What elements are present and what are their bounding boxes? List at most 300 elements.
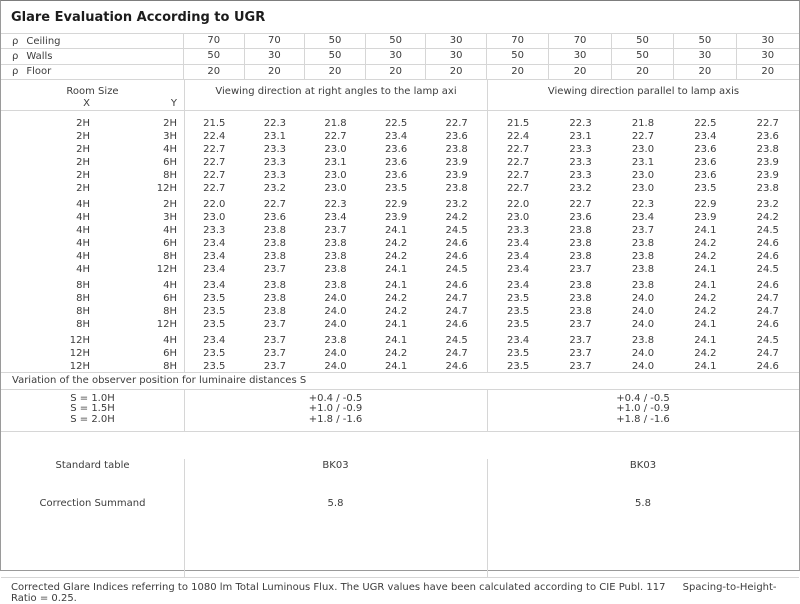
ugr-value-cell: 23.9 (756, 169, 779, 181)
rho-value-cell: 30 (366, 49, 427, 63)
ugr-value-cell: 23.4 (203, 250, 226, 262)
footer-text: Corrected Glare Indices referring to 1080 lm Total Luminous Flux. The UGR values have been calculated according to CIE Publ. 117 (11, 581, 666, 593)
s-distance-label: S = 1.5H (70, 403, 115, 415)
ugr-value-cell: 24.1 (384, 224, 408, 236)
column-divider (184, 111, 185, 372)
ugr-value-cell: 22.9 (384, 198, 408, 210)
ugr-value-cell: 23.6 (263, 211, 287, 223)
ugr-value-cell: 23.8 (569, 305, 592, 317)
ugr-value-cell: 22.7 (756, 117, 779, 129)
ugr-value-cell: 22.9 (694, 198, 717, 210)
room-y-value: 6H (163, 237, 177, 249)
rho-value-cell: 20 (305, 65, 366, 79)
room-x-value: 8H (76, 318, 90, 330)
ugr-value-cell: 22.4 (507, 130, 530, 142)
room-y-value: 6H (163, 292, 177, 304)
ugr-value-cell: 24.1 (694, 263, 717, 275)
room-x-value: 2H (76, 117, 90, 129)
room-y-value: 4H (163, 143, 177, 155)
ugr-value-cell: 23.8 (324, 237, 347, 249)
ugr-value-cell: 23.7 (569, 360, 592, 372)
correction-summand-right-value: 5.8 (635, 497, 651, 509)
rho-value-cell: 20 (366, 65, 427, 79)
ugr-value-cell: 23.8 (569, 237, 592, 249)
ugr-value-cell: 23.9 (694, 211, 717, 223)
ugr-value-cell: 24.2 (384, 237, 408, 249)
rho-surface-label: Ceiling (26, 35, 61, 47)
ugr-value-cell: 24.5 (756, 263, 779, 275)
rho-value-cell: 70 (549, 34, 611, 48)
ugr-value-cell: 23.0 (324, 169, 347, 181)
ugr-value-cell: 22.7 (445, 117, 468, 129)
ugr-value-cell: 22.3 (263, 117, 287, 129)
ugr-value-cell: 22.7 (324, 130, 347, 142)
ugr-value-cell: 21.5 (203, 117, 226, 129)
ugr-value-cell: 24.5 (445, 224, 468, 236)
ugr-value-cell: 23.8 (631, 263, 655, 275)
ugr-value-cell: 23.7 (263, 360, 287, 372)
s-distance-label: S = 2.0H (70, 413, 115, 425)
ugr-value-cell: 23.3 (569, 156, 592, 168)
rho-surface-label: Walls (26, 50, 53, 62)
ugr-table-row (1, 117, 799, 130)
room-x-value: 4H (76, 224, 90, 236)
rho-value-cell: 20 (612, 65, 674, 79)
ugr-value-cell: 23.8 (263, 279, 287, 291)
ugr-value-cell: 23.4 (507, 250, 530, 262)
ugr-value-cell: 23.6 (384, 169, 408, 181)
ugr-value-cell: 23.5 (203, 347, 226, 359)
ugr-value-cell: 23.8 (324, 263, 347, 275)
standard-table-row (1, 459, 799, 473)
ugr-value-cell: 23.8 (631, 237, 655, 249)
correction-summand-left-value: 5.8 (327, 497, 344, 509)
rho-value-cell: 50 (674, 34, 736, 48)
ugr-value-cell: 23.0 (631, 182, 655, 194)
ugr-table-row (1, 292, 799, 305)
spacing-to-height-ratio: Spacing-to-Height-Ratio = 0.25. (11, 581, 777, 604)
ugr-value-cell: 22.7 (203, 156, 226, 168)
ugr-value-cell: 23.8 (756, 182, 779, 194)
variation-right-value: +0.4 / -0.5 (616, 392, 670, 404)
room-y-value: 2H (163, 198, 177, 210)
ugr-table-row (1, 224, 799, 237)
ugr-value-cell: 23.4 (203, 334, 226, 346)
room-x-value: 4H (76, 250, 90, 262)
ugr-value-cell: 23.3 (263, 156, 287, 168)
ugr-table-row (1, 156, 799, 169)
ugr-value-cell: 22.3 (631, 198, 655, 210)
ugr-value-cell: 22.7 (507, 156, 530, 168)
ugr-value-cell: 23.1 (631, 156, 655, 168)
ugr-value-cell: 23.6 (384, 143, 408, 155)
rho-row (1, 49, 799, 64)
ugr-value-cell: 22.7 (203, 182, 226, 194)
ugr-value-cell: 23.9 (384, 211, 408, 223)
room-y-value: 12H (156, 263, 177, 275)
rho-value-cell: 70 (487, 34, 549, 48)
ugr-value-cell: 22.7 (203, 169, 226, 181)
rho-value-cell: 30 (761, 50, 775, 62)
variation-left-value: +1.8 / -1.6 (308, 413, 363, 425)
ugr-value-cell: 24.1 (694, 279, 717, 291)
ugr-value-cell: 23.9 (445, 169, 468, 181)
room-x-value: 12H (69, 347, 90, 359)
rho-value-cell: 20 (245, 65, 306, 79)
ugr-table-row (1, 334, 799, 347)
ugr-value-cell: 23.1 (324, 156, 347, 168)
room-size-header (1, 80, 184, 111)
ugr-table-row (1, 250, 799, 263)
room-x-value: 2H (76, 169, 90, 181)
ugr-value-cell: 23.7 (263, 334, 287, 346)
ugr-value-cell: 23.7 (263, 347, 287, 359)
room-size-label: Room Size (66, 85, 119, 97)
room-x-value: 4H (76, 198, 90, 210)
ugr-value-cell: 22.4 (203, 130, 226, 142)
ugr-value-cell: 24.1 (694, 318, 717, 330)
ugr-table-row (1, 130, 799, 143)
ugr-value-cell: 23.1 (263, 130, 287, 142)
ugr-value-cell: 23.4 (203, 279, 226, 291)
ugr-value-cell: 23.7 (631, 224, 655, 236)
room-y-value: 8H (163, 169, 177, 181)
ugr-table-row (1, 169, 799, 182)
ugr-value-cell: 23.5 (384, 182, 408, 194)
ugr-value-cell: 23.8 (263, 250, 287, 262)
ugr-value-cell: 24.0 (631, 347, 655, 359)
ugr-value-cell: 21.8 (631, 117, 655, 129)
ugr-value-cell: 23.8 (631, 250, 655, 262)
ugr-value-cell: 23.4 (384, 130, 408, 142)
ugr-value-cell: 23.5 (694, 182, 717, 194)
room-y-value: 4H (163, 224, 177, 236)
ugr-table-row (1, 318, 799, 331)
ugr-value-cell: 24.6 (445, 279, 468, 291)
ugr-value-cell: 23.9 (756, 156, 779, 168)
ugr-value-cell: 24.1 (694, 224, 717, 236)
ugr-value-cell: 24.2 (694, 237, 717, 249)
summary-section (1, 459, 799, 578)
ugr-value-cell: 24.2 (384, 305, 408, 317)
ugr-value-cell: 23.5 (203, 318, 226, 330)
ugr-value-cell: 23.5 (203, 360, 226, 372)
ugr-value-cell: 23.2 (569, 182, 592, 194)
ugr-value-cell: 24.1 (384, 279, 408, 291)
ugr-value-cell: 23.2 (756, 198, 779, 210)
ugr-value-cell: 23.7 (569, 334, 592, 346)
ugr-value-cell: 24.1 (694, 334, 717, 346)
ugr-value-cell: 23.8 (263, 292, 287, 304)
ugr-value-cell: 23.3 (569, 143, 592, 155)
ugr-value-cell: 22.7 (631, 130, 655, 142)
ugr-value-cell: 24.6 (756, 318, 779, 330)
ugr-value-cell: 23.5 (203, 292, 226, 304)
ugr-value-cell: 24.1 (384, 334, 408, 346)
rho-symbol: ρ (12, 66, 19, 78)
ugr-value-cell: 24.6 (756, 360, 779, 372)
room-x-value: 8H (76, 292, 90, 304)
column-divider (487, 459, 488, 577)
ugr-value-cell: 23.0 (203, 211, 226, 223)
ugr-value-cell: 23.5 (507, 292, 530, 304)
ugr-value-cell: 24.7 (445, 292, 468, 304)
room-x-label: X (83, 97, 90, 109)
ugr-value-cell: 23.6 (445, 130, 468, 142)
rho-symbol: ρ (12, 35, 19, 47)
ugr-value-cell: 23.5 (507, 318, 530, 330)
ugr-value-cell: 23.5 (507, 305, 530, 317)
ugr-table-row (1, 237, 799, 250)
ugr-value-cell: 23.0 (507, 211, 530, 223)
ugr-value-cell: 21.5 (507, 117, 530, 129)
variation-left-value: +0.4 / -0.5 (308, 392, 363, 404)
ugr-row-group (1, 117, 799, 195)
s-variation-row (1, 394, 799, 405)
ugr-value-cell: 23.3 (263, 169, 287, 181)
ugr-table-body (1, 111, 799, 373)
ugr-value-cell: 22.7 (263, 198, 287, 210)
ugr-value-cell: 23.8 (569, 250, 592, 262)
ugr-value-cell: 23.8 (324, 279, 347, 291)
ugr-value-cell: 23.4 (507, 263, 530, 275)
room-y-value: 12H (156, 318, 177, 330)
ugr-value-cell: 22.3 (569, 117, 592, 129)
ugr-value-cell: 24.0 (324, 347, 347, 359)
ugr-table-row (1, 211, 799, 224)
ugr-value-cell: 22.7 (507, 169, 530, 181)
ugr-value-cell: 22.7 (507, 143, 530, 155)
ugr-value-cell: 24.2 (694, 292, 717, 304)
ugr-value-cell: 23.8 (324, 250, 347, 262)
ugr-table-row (1, 360, 799, 373)
variation-right-value: +1.8 / -1.6 (616, 413, 670, 425)
ugr-value-cell: 24.0 (631, 292, 655, 304)
ugr-value-cell: 24.2 (445, 211, 468, 223)
ugr-value-cell: 23.8 (631, 334, 655, 346)
room-y-label: Y (170, 97, 177, 109)
rho-surface-label: Floor (26, 66, 52, 78)
rho-value-cell: 20 (674, 65, 736, 79)
ugr-value-cell: 24.7 (445, 305, 468, 317)
ugr-value-cell: 23.7 (324, 224, 347, 236)
room-x-value: 4H (76, 237, 90, 249)
ugr-value-cell: 24.5 (445, 263, 468, 275)
room-y-value: 6H (163, 347, 177, 359)
ugr-value-cell: 24.2 (694, 250, 717, 262)
rho-symbol: ρ (12, 50, 19, 62)
ugr-value-cell: 24.0 (324, 292, 347, 304)
rho-value-cell: 20 (549, 65, 611, 79)
s-variation-row (1, 404, 799, 415)
ugr-table-row (1, 143, 799, 156)
ugr-value-cell: 24.1 (384, 318, 408, 330)
ugr-value-cell: 23.3 (569, 169, 592, 181)
ugr-value-cell: 23.3 (507, 224, 530, 236)
variation-right-value: +1.0 / -0.9 (616, 403, 670, 415)
rho-value-cell: 30 (426, 34, 487, 48)
room-x-value: 2H (76, 182, 90, 194)
ugr-value-cell: 22.7 (507, 182, 530, 194)
standard-table-right-value: BK03 (629, 459, 657, 471)
ugr-table-row (1, 347, 799, 360)
rho-row (1, 34, 799, 49)
rho-value-cell: 50 (305, 49, 366, 63)
rho-value-cell: 30 (761, 35, 775, 46)
s-variation-row (1, 415, 799, 426)
room-y-value: 8H (163, 250, 177, 262)
ugr-value-cell: 24.2 (694, 305, 717, 317)
ugr-value-cell: 23.4 (631, 211, 655, 223)
ugr-value-cell: 23.7 (569, 263, 592, 275)
ugr-value-cell: 24.0 (324, 305, 347, 317)
ugr-value-cell: 23.4 (507, 237, 530, 249)
ugr-value-cell: 23.7 (263, 318, 287, 330)
ugr-row-group (1, 198, 799, 276)
ugr-value-cell: 24.2 (384, 347, 408, 359)
rho-value-cell: 30 (426, 49, 487, 63)
variation-left-value: +1.0 / -0.9 (308, 403, 363, 415)
ugr-value-cell: 23.7 (569, 318, 592, 330)
ugr-value-cell: 24.2 (756, 211, 779, 223)
ugr-value-cell: 22.7 (203, 143, 226, 155)
ugr-value-cell: 23.8 (445, 182, 468, 194)
room-y-value: 4H (163, 279, 177, 291)
rho-value-cell: 20 (426, 65, 487, 79)
ugr-table-row (1, 305, 799, 318)
ugr-value-cell: 23.8 (756, 143, 779, 155)
column-divider (487, 390, 488, 431)
ugr-value-cell: 23.0 (324, 182, 347, 194)
room-y-value: 2H (163, 117, 177, 129)
ugr-value-cell: 23.4 (694, 130, 717, 142)
ugr-value-cell: 24.6 (756, 250, 779, 262)
ugr-value-cell: 23.6 (694, 156, 717, 168)
ugr-value-cell: 24.6 (445, 360, 468, 372)
ugr-value-cell: 23.6 (756, 130, 779, 142)
rho-value-cell: 50 (305, 34, 366, 48)
ugr-value-cell: 24.6 (445, 237, 468, 249)
room-y-value: 8H (163, 360, 177, 372)
room-y-value: 12H (156, 182, 177, 194)
ugr-value-cell: 24.7 (756, 347, 779, 359)
s-distance-label: S = 1.0H (70, 392, 115, 404)
ugr-table-row (1, 182, 799, 195)
ugr-row-group (1, 334, 799, 373)
ugr-value-cell: 23.2 (263, 182, 287, 194)
room-y-value: 3H (163, 211, 177, 223)
ugr-value-cell: 23.8 (324, 334, 347, 346)
ugr-value-cell: 24.2 (384, 250, 408, 262)
room-y-value: 8H (163, 305, 177, 317)
room-y-value: 4H (163, 334, 177, 346)
rho-value-cell: 50 (184, 49, 245, 63)
correction-summand-label: Correction Summand (39, 497, 146, 509)
ugr-value-cell: 24.5 (756, 334, 779, 346)
ugr-value-cell: 24.0 (324, 318, 347, 330)
ugr-value-cell: 23.8 (569, 224, 592, 236)
ugr-value-cell: 23.4 (507, 334, 530, 346)
ugr-value-cell: 22.0 (507, 198, 530, 210)
ugr-table-row (1, 279, 799, 292)
column-divider (184, 390, 185, 431)
page-title: Glare Evaluation According to UGR (1, 1, 799, 34)
rho-value-cell: 70 (184, 34, 245, 48)
ugr-value-cell: 23.4 (203, 263, 226, 275)
standard-table-left-value: BK03 (322, 459, 349, 471)
rho-row (1, 65, 799, 80)
rho-value-cell: 50 (612, 34, 674, 48)
ugr-value-cell: 24.0 (631, 318, 655, 330)
ugr-value-cell: 23.8 (631, 279, 655, 291)
ugr-value-cell: 23.7 (263, 263, 287, 275)
ugr-value-cell: 23.6 (384, 156, 408, 168)
ugr-value-cell: 24.7 (445, 347, 468, 359)
ugr-value-cell: 23.1 (569, 130, 592, 142)
ugr-value-cell: 24.1 (384, 263, 408, 275)
ugr-value-cell: 24.6 (756, 279, 779, 291)
column-divider (487, 111, 488, 372)
ugr-value-cell: 24.0 (631, 360, 655, 372)
ugr-value-cell: 22.7 (569, 198, 592, 210)
ugr-value-cell: 23.5 (203, 305, 226, 317)
correction-summand-row (1, 497, 799, 511)
room-y-value: 6H (163, 156, 177, 168)
ugr-value-cell: 24.5 (445, 334, 468, 346)
room-x-value: 2H (76, 156, 90, 168)
ugr-value-cell: 24.6 (756, 237, 779, 249)
ugr-value-cell: 23.4 (507, 279, 530, 291)
ugr-value-cell: 23.0 (631, 169, 655, 181)
room-x-value: 4H (76, 211, 90, 223)
ugr-value-cell: 21.8 (324, 117, 347, 129)
ugr-value-cell: 24.2 (694, 347, 717, 359)
ugr-value-cell: 23.7 (569, 347, 592, 359)
room-xy-labels (1, 98, 184, 111)
footer-note (1, 578, 799, 604)
ugr-value-cell: 23.3 (263, 143, 287, 155)
ugr-value-cell: 23.0 (631, 143, 655, 155)
ugr-value-cell: 23.5 (507, 360, 530, 372)
ugr-value-cell: 22.5 (384, 117, 408, 129)
rho-table (1, 34, 799, 80)
rho-value-cell: 30 (245, 49, 306, 63)
ugr-value-cell: 23.8 (263, 224, 287, 236)
ugr-row-group (1, 279, 799, 331)
rho-value-cell: 30 (674, 49, 736, 63)
viewing-direction-parallel-heading: Viewing direction parallel to lamp axis (487, 80, 799, 111)
ugr-table-row (1, 198, 799, 211)
ugr-value-cell: 24.7 (756, 292, 779, 304)
room-x-value: 2H (76, 130, 90, 142)
observer-variation-section (1, 390, 799, 432)
ugr-value-cell: 24.6 (445, 318, 468, 330)
ugr-value-cell: 23.4 (324, 211, 347, 223)
ugr-value-cell: 24.5 (756, 224, 779, 236)
ugr-value-cell: 22.0 (203, 198, 226, 210)
ugr-value-cell: 24.1 (384, 360, 408, 372)
rho-value-cell: 30 (549, 49, 611, 63)
room-x-value: 8H (76, 279, 90, 291)
ugr-value-cell: 23.3 (203, 224, 226, 236)
room-x-value: 4H (76, 263, 90, 275)
variation-heading: Variation of the observer position for luminaire distances S (1, 373, 799, 390)
ugr-value-cell: 24.7 (756, 305, 779, 317)
ugr-value-cell: 23.6 (694, 169, 717, 181)
rho-value-cell: 50 (366, 34, 427, 48)
ugr-value-cell: 23.8 (263, 237, 287, 249)
rho-value-cell: 50 (612, 49, 674, 63)
